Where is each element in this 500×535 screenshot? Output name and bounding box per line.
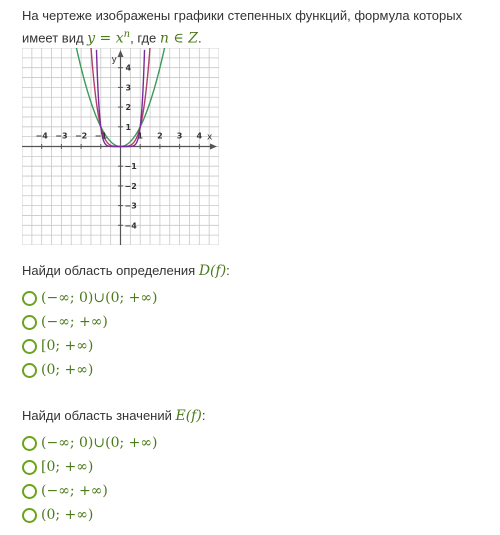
domain-function: D(f) xyxy=(198,263,227,279)
intro-period: . xyxy=(197,30,202,46)
domain-option[interactable] xyxy=(22,336,93,356)
radio-button[interactable] xyxy=(22,508,37,523)
range-option-label: (−∞; +∞) xyxy=(41,483,108,499)
question-domain-colon: : xyxy=(226,263,230,278)
intro-text: На чертеже изображены графики степенных функций, формула которых имеет вид xyxy=(22,8,463,46)
domain-option-label: (−∞; 0)∪(0; +∞) xyxy=(41,290,158,306)
y-tick-label: −2 xyxy=(124,181,137,191)
question-range xyxy=(22,408,205,424)
formula-y: y xyxy=(87,30,96,47)
x-tick-label: 2 xyxy=(157,131,163,141)
n-variable: n xyxy=(159,30,169,47)
formula-exponent: n xyxy=(123,29,131,40)
y-tick-label: 2 xyxy=(125,103,132,113)
range-option[interactable] xyxy=(22,457,93,477)
radio-button[interactable] xyxy=(22,315,37,330)
range-option[interactable] xyxy=(22,505,93,525)
domain-option-label: (0; +∞) xyxy=(41,362,94,378)
intro-where: , где xyxy=(130,30,160,46)
question-domain xyxy=(22,263,230,279)
domain-option-label: (−∞; +∞) xyxy=(41,314,108,330)
tick-labels xyxy=(36,55,213,230)
formula-eq: = xyxy=(95,30,116,47)
range-option-label: (0; +∞) xyxy=(41,507,94,523)
x-tick-label: −3 xyxy=(55,131,68,141)
y-tick-label: 4 xyxy=(125,63,132,73)
question-domain-label: Найди область определения xyxy=(22,263,199,278)
range-function: E(f) xyxy=(175,408,202,424)
y-tick-label: −1 xyxy=(124,162,137,172)
y-axis-arrow xyxy=(118,50,124,57)
x-tick-label: 1 xyxy=(137,131,143,141)
y-axis-label: y xyxy=(111,55,117,65)
y-tick-label: −4 xyxy=(124,221,137,231)
radio-button[interactable] xyxy=(22,363,37,378)
range-option-label: [0; +∞) xyxy=(41,459,94,475)
integer-set: Z xyxy=(188,30,198,47)
domain-option[interactable] xyxy=(22,360,93,380)
problem-statement xyxy=(22,6,498,48)
radio-button[interactable] xyxy=(22,484,37,499)
y-tick-label: −3 xyxy=(124,201,137,211)
range-option[interactable] xyxy=(22,433,158,453)
domain-option[interactable] xyxy=(22,288,158,308)
radio-button[interactable] xyxy=(22,460,37,475)
x-tick-label: −2 xyxy=(74,131,88,141)
power-function-graph xyxy=(22,48,219,245)
radio-button[interactable] xyxy=(22,291,37,306)
x-tick-label: 4 xyxy=(196,131,203,141)
question-range-label: Найди область значений xyxy=(22,408,176,423)
range-option-label: (−∞; 0)∪(0; +∞) xyxy=(41,435,158,451)
domain-option-label: [0; +∞) xyxy=(41,338,94,354)
x-tick-label: −4 xyxy=(35,131,48,141)
x-tick-label: −1 xyxy=(94,131,107,141)
graph-svg xyxy=(22,48,219,245)
formula-x: x xyxy=(115,30,124,47)
range-option[interactable] xyxy=(22,481,108,501)
x-tick-label: 3 xyxy=(176,131,183,141)
element-of-symbol: ∈ xyxy=(168,30,189,47)
y-tick-label: 1 xyxy=(125,122,132,132)
radio-button[interactable] xyxy=(22,436,37,451)
radio-button[interactable] xyxy=(22,339,37,354)
domain-option[interactable] xyxy=(22,312,108,332)
x-axis-arrow xyxy=(210,144,217,150)
x-axis-label: x xyxy=(207,132,213,143)
y-tick-label: 3 xyxy=(125,83,132,93)
question-range-colon: : xyxy=(201,408,206,423)
